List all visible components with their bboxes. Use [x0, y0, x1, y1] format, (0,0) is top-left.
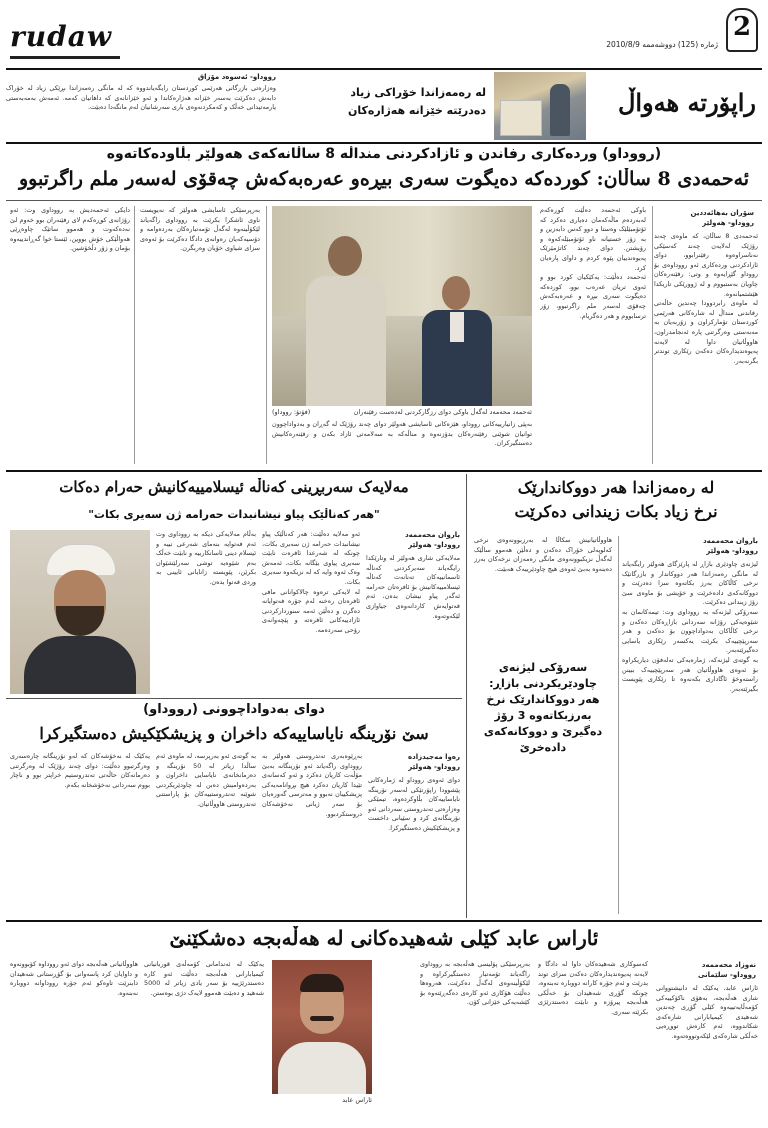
pullquote-line: سەرۆکی لیژنەی [498, 661, 588, 674]
story3-photo-robe [24, 636, 136, 694]
story3-bottom-rule [6, 698, 462, 699]
story1-col-4 [140, 206, 260, 464]
story1-para: ئەحمەدی 8 ساڵان، کە ماوەی چەند رۆژێک لەلایەن چەند کەسێکی نەناسراوەوە رفێنرابوو، دوای ئازادکردنی وردەکاری ئەو رووداوەی بۆ رووداو گێڕایەوە و وتی: رفێنەرەکان چاویان بەستبووم و لە ژوورێکی تاریکدا هێشتمیانەوە. [654, 232, 758, 298]
teaser-photo-sacks [500, 100, 542, 136]
story4-col-4 [10, 752, 150, 916]
story5-para: یەکێک لە ئەندامانی کۆمەڵەی قوربانیانی کیمیابارانی هەڵەبجە دەڵێت ئەو کارە دەستدرێژییە بۆ سەر یادی زیاتر لە 5000 شەهید و دەبێت هەموو لایەک دژی بوەستن. [144, 960, 264, 997]
story5-para: ئاراس عابد، یەکێک لە دانیشتووانی شاری هەڵەبجە، بەهۆی ناکۆکییەکی کۆمەڵایەتییەوە کێلی گۆڕی چەندین شەهیدی کیمیابارانی شارەکەی شکاندووە، ئەم کارەش تووڕەیی خەڵکی شارەکەی لێکەوتووەتەوە. [656, 984, 758, 1040]
story1-col-1 [654, 232, 758, 464]
story5-col-4 [144, 960, 264, 1120]
story4-para: یەکێک لە نەخۆشەکان کە لەو نۆرینگانە چارەسەری وەرگرتبوو دەڵێت: دوای چەند رۆژێک لە وەرگرتنی دەرمانەکان حاڵەتی تەندروستیم خراپتر بوو و ناچار بووم سەردانی نەخۆشخانە بکەم. [10, 752, 150, 789]
story1-col-2 [540, 206, 646, 464]
story2-para: سەرۆکی لیژنەکە بە رووداوی وت: تیمەکانمان بە شێوەیەکی رۆژانە سەردانی بازاڕەکان دەکەن و نرخی کاڵاکان بەدواداچوون بۆ دەکەن و هەر سەرپێچییەک بکرێت یەکسەر رێکاری یاسایی دەگیرێتەبەر. [622, 607, 758, 655]
story2-headline-2: نرخ زیاد بکات زیندانی دەکرێت [514, 502, 718, 521]
story1-byline [654, 208, 754, 228]
story3-photo-beard [56, 606, 104, 636]
pullquote-line: دادەخرێ [519, 741, 567, 754]
story3-subhead: "هەر کەناڵێک پیاو نیشانبدات حەرامە ژن سەیری بکات" [88, 508, 380, 521]
teaser-headline-1: لە رەمەزاندا خۆراکی زیاد [350, 86, 486, 99]
page-number: 2 [732, 12, 752, 42]
story4-col-1 [368, 776, 460, 916]
col-divider [266, 206, 267, 464]
masthead [6, 6, 762, 68]
pullquote-line: بەرزبکاتەوە 3 رۆژ [494, 709, 592, 722]
story1-author: سۆران بەهائەددین [690, 209, 754, 217]
story5-photo [272, 960, 372, 1094]
story4-headline: سێ نۆرینگە نایاساییەکە داخران و پزیشکێکیش دەستگیرکرا [39, 724, 429, 743]
col-divider [134, 206, 135, 464]
story2-headline-1: لە رەمەزاندا هەر دووکاندارێک [517, 478, 715, 497]
story5-col-2 [538, 960, 648, 1120]
story1-photo-boy [422, 276, 492, 406]
teaser-byline: رووداو- ئەسوەد مۆزاق [197, 73, 276, 81]
story3-place: رووداو- هەولێر [408, 541, 460, 549]
story5-photo-caption: ئاراس عابد [342, 1096, 372, 1104]
story3-col-1 [366, 554, 460, 694]
story2 [470, 474, 762, 918]
story1-kicker: (رووداو) وردەکاری رفاندن و ئازادکردنی منداڵە 8 ساڵانەکەی هەولێر بڵاودەکاتەوە [106, 146, 662, 162]
story3-para: لە لایەکی ترەوە چالاکوانانی مافی ئافرەتان رەخنە لەم جۆرە فەتوایانە دەگرن و دەڵێن ئەمە سنوردارکردنی ئازادییەکانی ئافرەتە و پێچەوانەی رۆحی سەردەمە. [262, 587, 360, 634]
story4-para: بە گوتەی ئەو بەرپرسە، لە ماوەی ئەم ساڵدا زیاتر لە 50 نۆرینگە و دەرمانخانەی نایاسایی داخراون و بەردەوامیش دەبن لە چاودێریکردنی شوێنە تەندروستییەکان بۆ پاراستنی تەندروستی هاووڵاتیان. [156, 752, 256, 808]
story5-photo-mustache [310, 1016, 334, 1021]
story3-para: مەلایەکی شاری هەولێر لە وتارێکدا رایگەیاند سەیرکردنی کەناڵە ئاسمانییەکان تەنانەت کەناڵە ئیسلامییەکانیش بۆ ئافرەتان حەرامە ئەگەر پیاو نیشان بدەن، ئەم فەتوایەش کاردانەوەی جیاوازی لێکەوتەوە. [366, 554, 460, 620]
story1-col-3 [272, 420, 532, 464]
story5-col-3 [420, 960, 530, 1120]
story5-photo-hair [300, 974, 344, 992]
story1-photo-caption: ئەحمەد محەمەد لەگەڵ باوکی دوای رزگارکردنی لەدەست رفێنەران [353, 408, 532, 416]
story1-para: دایکی ئەحمەدیش بە رووداوی وت: ئەو رۆژانەی کوڕەکەم لای رفێنەران بوو خەوم لێ نەدەکەوت و هەموو ساتێک چاوەڕێی هەواڵێکی خۆش بووین، ئێستا خوا گەڕاندییەوە بۆمان و زۆر دڵخۆشین. [10, 206, 130, 253]
story4-col-3 [156, 752, 256, 916]
section-title: راپۆرتە هەواڵ [617, 88, 756, 117]
story5-col-1 [656, 984, 758, 1120]
story1-para: بەپێی زانیارییەکانی رووداو، هێزەکانی ئاسایشی هەولێر دوای چەند رۆژێک لە گەڕان و بەدواداچوون توانیان شوێنی رفێنەرەکان بدۆزنەوە و مناڵەکە بە سەلامەتی ئازاد بکەن و رفێنەرەکانیش دەستگیرکران. [272, 420, 532, 448]
story1-place: رووداو- هەولێر [702, 219, 754, 227]
story1-para: بەرپرسێکی ئاسایشی هەولێر کە نەیویست ناوی ئاشکرا بکرێت بە رووداوی راگەیاند لێکۆڵینەوە لەگەڵ تۆمەتبارەکان بەردەوامە و دۆسیەکەیان رەوانەی دادگا دەکرێت بۆ ئەوەی سزای شیاوی خۆیان وەربگرن. [140, 206, 260, 253]
story4-byline [368, 752, 460, 772]
pullquote-line: هەر دووکاندارێک نرخ [486, 693, 600, 706]
story5-place: رووداو- سلێمانی [697, 971, 756, 979]
story4-para: بەڕێوەبەری تەندروستی هەولێر بە رووداوی راگەیاند ئەو نۆرینگانە بەبێ مۆڵەت کاریان دەکرد و ئەو کەسانەی تێیدا کاریان دەکرد هیچ بڕوانامەیەکی پزیشکییان نەبوو و مەترسی گەورەیان بۆ سەر ژیانی نەخۆشەکان دروستکردبوو. [262, 752, 362, 818]
story4-author: رەوا مەجیدزادە [407, 753, 460, 761]
story1-para: ئەحمەد دەڵێت: یەکێکیان کورد بوو و ئەوی تریان عەرەب بوو، کوردەکە دەیگوت سەری بیڕە و عەرەبەکەش چەقۆی لەسەر ملم راگرتبوو، زۆر ترسابووم و هەر دەگریام. [540, 273, 646, 320]
pullquote-line: چاودێریکردنی بازاڕ: [489, 677, 597, 690]
story2-para: بە گوتەی لیژنەکە، ژمارەیەکی تەلەفۆن دیاریکراوە بۆ ئەوەی هاووڵاتیان هەر سەرپێچییەک ببینن راستەوخۆ ئاگاداری بکەنەوە تا رێکاری پێویست بگیرێتەبەر. [622, 655, 758, 693]
story5-headline: ئاراس عابد کێلی شەهیدەکانی لە هەڵەبجە دەشکێنێ [169, 926, 599, 950]
story5-para: کەسوکاری شەهیدەکان داوا لە دادگا و لایەنە پەیوەندیدارەکان دەکەن سزای توند بدرێت و ئەم جۆرە کارانە دووبارە نەبنەوە، چونکە گۆڕی شەهیدان بۆ خەڵکی هەڵەبجە پیرۆزە و نابێت دەستدرێژی بکرێتە سەری. [538, 960, 648, 1016]
story2-para: لیژنەی چاودێری بازاڕ لە پارێزگای هەولێر رایگەیاند لە مانگی رەمەزاندا هەر دووکاندار و بازرگانێک نرخی کاڵاکان بەرز بکاتەوە سزا دەدرێت و دووکانەکەی دادەخرێت و خۆیشی بۆ ماوەی سێ رۆژ زیندانی دەکرێت. [622, 560, 758, 607]
story5-col-5 [10, 960, 138, 1120]
story2-col-1 [622, 560, 758, 914]
story2-para: هاووڵاتیانیش سکاڵا لە بەرزبوونەوەی نرخی کەلوپەلی خۆراک دەکەن و دەڵێن هەموو ساڵێک لەگەڵ نزیکبوونەوەی مانگی رەمەزان نرخەکان بەرز دەبنەوە بەبێ ئەوەی هیچ چاودێرییەک هەبێت. [474, 536, 612, 573]
section-band [6, 70, 762, 142]
story3-photo [10, 530, 150, 694]
story2-author: باروان محەممەد [703, 537, 758, 545]
story3-headline: مەلایەک سەربڕینی کەناڵە ئیسلامییەکانیش حەرام دەکات [59, 478, 409, 496]
story4-col-2 [262, 752, 362, 916]
story5-para: بەرپرسێکی پۆلیسی هەڵەبجە بە رووداوی راگەیاند تۆمەتبار دەستگیرکراوە و لێکۆڵینەوەی لەگەڵ دەکرێت، هەروەها دەڵێت هۆکاری ئەو کارەی دەگەڕێتەوە بۆ کێشەیەکی خێزانی کۆن. [420, 960, 530, 1007]
teaser-photo-figure [550, 84, 570, 136]
story2-divider [466, 474, 467, 918]
pullquote-line: دەگیرێ و دووکانەکەی [483, 725, 603, 738]
story2-pullquote [474, 660, 612, 756]
story5-byline [656, 960, 756, 980]
logo: rudaw [10, 20, 112, 53]
story1-rule [6, 200, 762, 201]
issue-info: ژماره (125) دووشەممە 2010/8/9 [606, 40, 718, 49]
story2-place: رووداو- هەولێر [706, 547, 758, 555]
story1-headline: ئەحمەدی 8 ساڵان: کوردەکە دەیگوت سەری بیڕەو عەرەبەکەش چەقۆی لەسەر ملم راگرتبوو [18, 168, 750, 190]
teaser-headline-2: دەدرێتە خێزانە هەژارەکان [347, 104, 486, 117]
logo-underline [10, 56, 120, 59]
teaser-text: وەزارەتی بازرگانی هەرێمی کوردستان رایگەیاندووە کە لە مانگی رەمەزاندا بڕێکی زیاد لە خۆراک دابەش دەکرێت بەسەر خێزانە هەژارەکاندا و ئەو خێزانانەی کە داهاتیان کەمە. ئەمەش بەمەبەستی یارمەتیدانی خەڵک و کەمکردنەوەی باری سەرشانیان لەم مانگەدا دەبێت. [6, 84, 276, 112]
story1-para: لە ماوەی رابردوودا چەندین حاڵەتی رفاندنی منداڵ لە شارەکانی هەرێمی کوردستان تۆمارکراون و زۆربەیان بە مەبەستی وەرگرتنی پارە ئەنجامدراون، هاووڵاتیان داوا لە لایەنە پەیوەندیدارەکان دەکەن رێکاری توندتر بگرنەبەر. [654, 299, 758, 365]
story4-bottom-rule [6, 920, 762, 922]
story5-photo-shirt [278, 1042, 366, 1094]
story1-col-5 [10, 206, 130, 464]
story4-place: رووداو- هەولێر [408, 763, 460, 771]
story4-kicker: دوای بەدواداچوونی (رووداو) [143, 702, 325, 717]
teaser-photo [494, 72, 586, 140]
col-divider [652, 206, 653, 464]
story1-photo-credit: (فۆتۆ: رووداو) [272, 408, 311, 416]
story2-col-2-top [474, 536, 612, 654]
story5-para: هاووڵاتیانی هەڵەبجە دوای ئەو رووداوە کۆبوونەوە و داوایان کرد پاسەوانی بۆ گۆڕستانی شەهیدان دابنرێت تاوەکو ئەم جۆرە رووداوانە دووبارە نەبنەوە. [10, 960, 138, 997]
story4-para: دوای ئەوەی رووداو لە ژمارەکانی پێشوودا راپۆرتێکی لەسەر نۆرینگە نایاساییەکان بڵاوکردەوە، تیمێکی وەزارەتی تەندروستی سەردانی ئەو نۆرینگانەی کرد و سێیانی داخست و پزیشکێکیش دەستگیرکرا. [368, 776, 460, 832]
col-divider [618, 536, 619, 914]
section-rule [6, 142, 762, 144]
story1-bottom-rule [6, 470, 762, 472]
story3-para: بەڵام مەلایەکی دیکە بە رووداوی وت ئەم فەتوایە بنەمای شەرعی نییە و ئیسلام دینی ئاسانکارییە و نابێت خەڵک بەم شێوەیە توشی سەرلێشێوان بکرێن، پێویستە زانایانی ئایینی بە وردی فەتوا بدەن. [156, 530, 256, 586]
story3-para: ئەو مەلایە دەڵێت: هەر کەناڵێک پیاو نیشانبدات حەرامە ژن سەیری بکات، چونکە لە شەرعدا ئافرەت نابێت سەیری پیاوی بێگانە بکات، ئەمەش وەک ئەوە وایە کە لە نزیکەوە سەیری بکات. [262, 530, 360, 586]
story1-para: باوکی ئەحمەد دەڵێت کوڕەکەم لەبەردەم ماڵەکەمان دەیاری دەکرد کە ئۆتۆمبێلێک وەستا و دوو کەس دابەزین و بە زۆر خستیانە ناو ئۆتۆمبێلەکەوە و رۆیشتن. دوای چەند کاتژمێرێک پەیوەندییان پێوە کردم و داوای پارەیان کرد. [540, 206, 646, 272]
story3-author: باروان محەممەد [405, 531, 460, 539]
story1-photo-man [306, 236, 386, 406]
story3-col-3 [156, 530, 256, 694]
story3-col-2 [262, 530, 360, 694]
story5-author: نەوزاد محەممەد [701, 961, 756, 969]
story1-photo [272, 206, 532, 406]
story3-byline [366, 530, 460, 550]
story2-byline [638, 536, 758, 556]
